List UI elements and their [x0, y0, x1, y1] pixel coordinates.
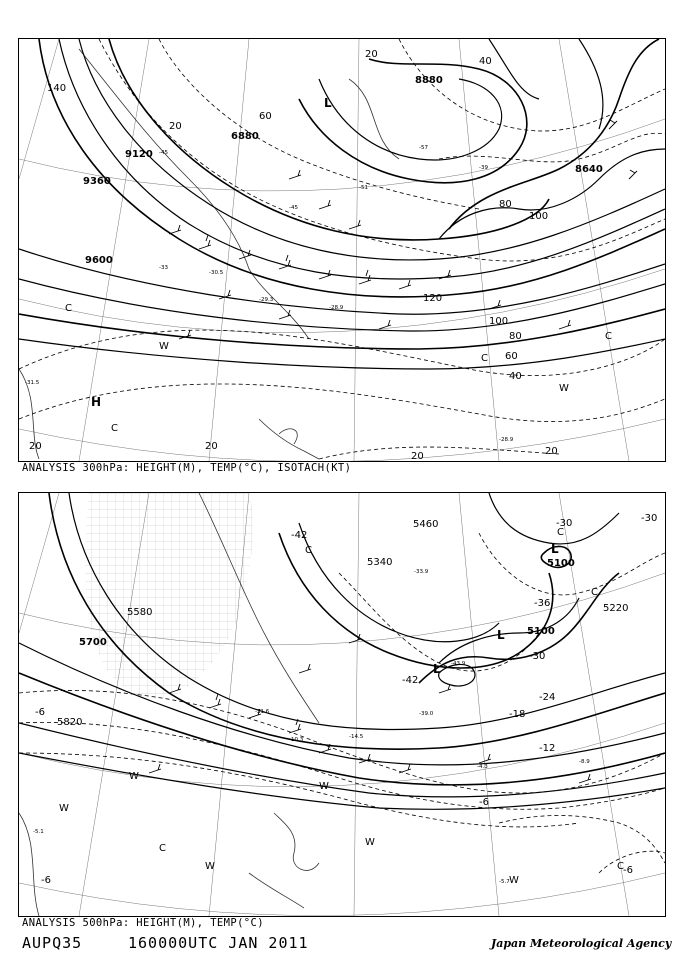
svg-text:W: W: [205, 861, 215, 872]
svg-text:C: C: [65, 303, 72, 314]
svg-text:140: 140: [47, 83, 67, 94]
svg-text:W: W: [319, 781, 329, 792]
svg-text:5340: 5340: [367, 557, 393, 568]
svg-text:-29.3: -29.3: [259, 297, 274, 303]
chart-datetime: 160000UTC JAN 2011: [128, 934, 309, 952]
svg-text:-4.3: -4.3: [477, 764, 488, 770]
svg-text:-12: -12: [539, 743, 556, 754]
svg-text:5580: 5580: [127, 607, 153, 618]
svg-text:-45: -45: [289, 205, 298, 211]
chart-300hpa: [18, 38, 666, 462]
svg-text:-42: -42: [291, 530, 308, 541]
svg-text:40: 40: [509, 371, 522, 382]
svg-text:-30: -30: [641, 513, 658, 524]
svg-text:C: C: [605, 331, 612, 342]
caption-500hpa: ANALYSIS 500hPa: HEIGHT(M), TEMP(°C): [22, 917, 264, 929]
isotach-lines: [19, 39, 665, 459]
svg-text:20: 20: [29, 441, 42, 452]
svg-text:5100: 5100: [547, 558, 575, 569]
svg-text:-5.7: -5.7: [499, 879, 510, 885]
svg-text:-39.0: -39.0: [419, 711, 434, 717]
svg-text:20: 20: [411, 451, 424, 461]
svg-text:-5.1: -5.1: [33, 829, 44, 835]
svg-text:W: W: [559, 383, 569, 394]
svg-text:5460: 5460: [413, 519, 439, 530]
chart-500hpa: [18, 492, 666, 917]
svg-text:C: C: [111, 423, 118, 434]
svg-text:H: H: [91, 395, 102, 409]
svg-text:W: W: [129, 771, 139, 782]
svg-text:-10.3: -10.3: [289, 737, 304, 743]
svg-text:W: W: [509, 875, 519, 886]
svg-text:-6: -6: [479, 797, 489, 808]
wind-barbs: [169, 120, 637, 339]
svg-text:-51: -51: [359, 185, 368, 191]
svg-text:L: L: [551, 542, 559, 556]
svg-text:100: 100: [489, 316, 509, 327]
svg-text:C: C: [159, 843, 166, 854]
svg-text:20: 20: [205, 441, 218, 452]
svg-text:9120: 9120: [125, 149, 153, 160]
svg-text:C: C: [617, 861, 624, 872]
svg-text:L: L: [433, 662, 441, 676]
svg-text:-8.9: -8.9: [579, 759, 590, 765]
svg-text:-28.9: -28.9: [499, 437, 514, 443]
terrain-mask: [85, 493, 253, 699]
svg-text:5220: 5220: [603, 603, 629, 614]
svg-text:120: 120: [423, 293, 443, 304]
svg-text:L: L: [324, 96, 332, 110]
svg-text:W: W: [59, 803, 69, 814]
svg-text:80: 80: [509, 331, 522, 342]
svg-text:C: C: [305, 545, 312, 556]
svg-text:6880: 6880: [231, 131, 259, 142]
svg-text:40: 40: [479, 56, 492, 67]
coastline: [19, 49, 399, 459]
svg-text:-6: -6: [623, 865, 633, 876]
map-300hpa: [19, 39, 665, 461]
svg-text:W: W: [159, 341, 169, 352]
svg-text:5100: 5100: [527, 626, 555, 637]
svg-text:20: 20: [365, 49, 378, 60]
svg-text:-36: -36: [534, 598, 551, 609]
svg-text:-42: -42: [402, 675, 419, 686]
svg-text:C: C: [557, 527, 564, 538]
svg-text:-14.5: -14.5: [349, 734, 364, 740]
svg-text:-43.9: -43.9: [451, 661, 466, 667]
svg-text:20: 20: [169, 121, 182, 132]
svg-text:L: L: [497, 628, 505, 642]
map-500hpa: [19, 493, 665, 916]
svg-text:C: C: [481, 353, 488, 364]
svg-text:-24: -24: [539, 692, 556, 703]
svg-text:9600: 9600: [85, 255, 113, 266]
svg-text:5700: 5700: [79, 637, 107, 648]
svg-text:-30.5: -30.5: [209, 270, 224, 276]
svg-text:-28.9: -28.9: [329, 305, 344, 311]
agency-name: Japan Meteorological Agency: [491, 937, 672, 950]
svg-text:8880: 8880: [415, 75, 443, 86]
svg-text:-33.9: -33.9: [414, 569, 429, 575]
svg-text:W: W: [365, 837, 375, 848]
svg-text:9360: 9360: [83, 176, 111, 187]
svg-text:-30: -30: [556, 518, 573, 529]
svg-text:-6: -6: [35, 707, 45, 718]
svg-text:-18: -18: [509, 709, 526, 720]
svg-text:-45: -45: [159, 150, 168, 156]
svg-text:60: 60: [259, 111, 272, 122]
svg-text:-30: -30: [529, 651, 546, 662]
svg-text:-39: -39: [479, 165, 488, 171]
svg-text:-21.6: -21.6: [255, 709, 270, 715]
height-contours: [19, 39, 665, 369]
svg-text:60: 60: [505, 351, 518, 362]
chart-id: AUPQ35: [22, 934, 83, 952]
svg-text:-31.5: -31.5: [25, 380, 40, 386]
height-labels: [83, 75, 603, 266]
svg-text:5820: 5820: [57, 717, 83, 728]
svg-text:80: 80: [499, 199, 512, 210]
svg-text:20: 20: [545, 446, 558, 457]
caption-300hpa: ANALYSIS 300hPa: HEIGHT(M), TEMP(°C), ISOTACH(KT): [22, 462, 352, 474]
svg-text:C: C: [591, 587, 598, 598]
svg-text:100: 100: [529, 211, 549, 222]
svg-text:8640: 8640: [575, 164, 603, 175]
svg-text:-6: -6: [41, 875, 51, 886]
svg-text:-33: -33: [159, 265, 168, 271]
svg-text:-57: -57: [419, 145, 428, 151]
